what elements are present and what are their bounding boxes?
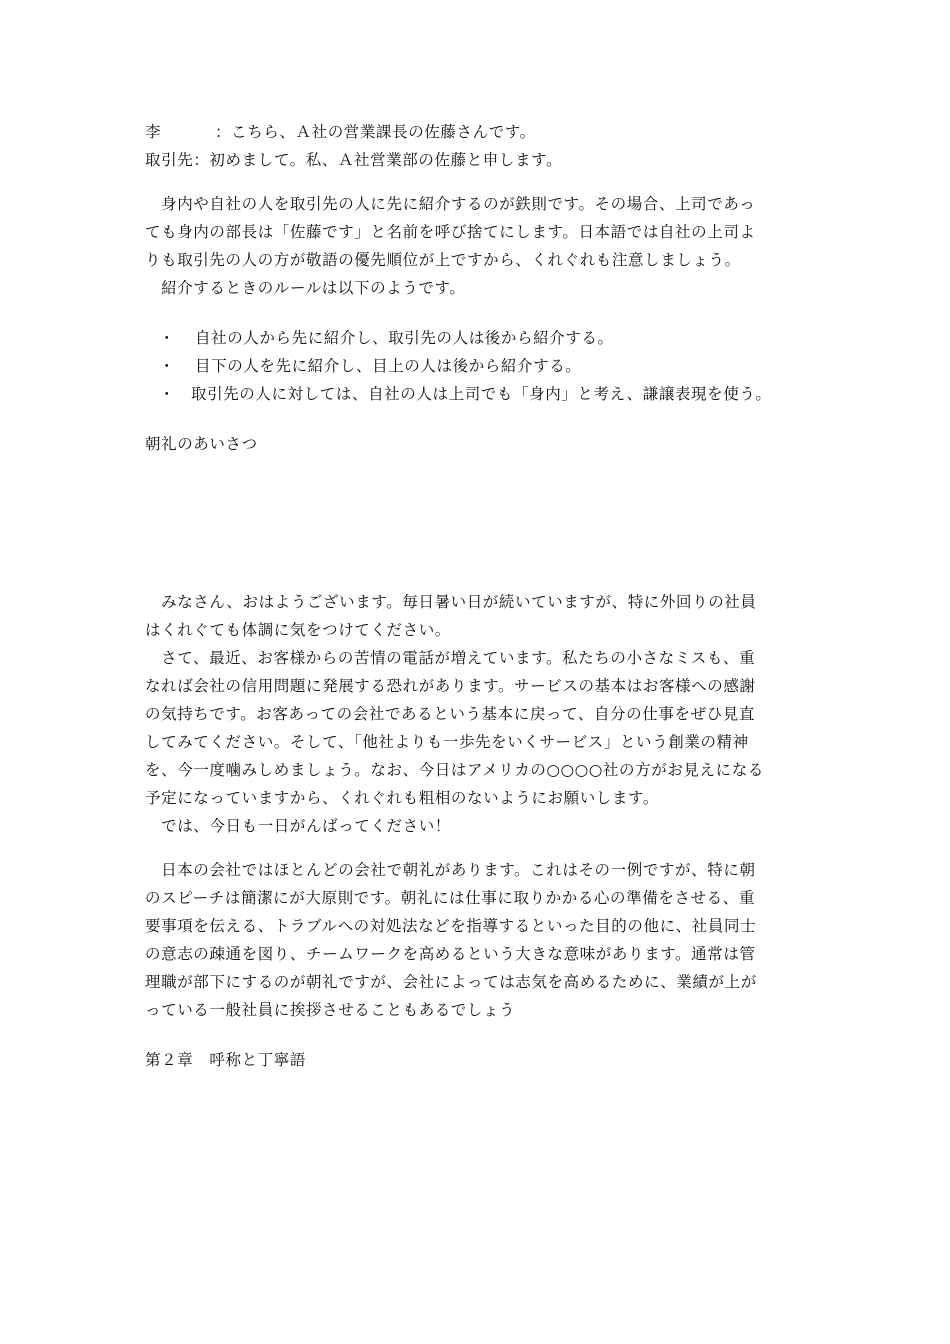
list-item [145, 324, 810, 352]
bullet-icon: ・ [159, 385, 176, 403]
paragraph-line: っている一般社員に挨拶させることもあるでしょう [145, 1001, 516, 1019]
list-item [145, 380, 810, 408]
rules-list [145, 324, 810, 408]
chapter-heading: 第２章 呼称と丁寧語 [145, 1051, 307, 1069]
list-item-text: 目下の人を先に紹介し、目上の人は後から紹介する。 [195, 357, 582, 375]
speech-line: の気持ちです。お客あっての会社であるという基本に戻って、自分の仕事をぜひ見直 [145, 705, 755, 723]
dialogue-speaker: 取引先 [145, 151, 194, 169]
speech-line: さて、最近、お客様からの苦情の電話が増えています。私たちの小さなミスも、重 [145, 649, 756, 667]
speech-line: 予定になっていますから、くれぐれも粗相のないようにお願いします。 [145, 789, 659, 807]
section-heading: 朝礼のあいさつ [145, 435, 258, 453]
dialogue-line [145, 118, 810, 146]
paragraph-line: りも取引先の人の方が敬語の優先順位が上ですから、くれぐれも注意しましょう。 [145, 251, 741, 269]
list-item [145, 352, 810, 380]
list-item-text: 自社の人から先に紹介し、取引先の人は後から紹介する。 [195, 329, 614, 347]
paragraph-line: のスピーチは簡潔にが大原則です。朝礼には仕事に取りかかる心の準備をさせる、重 [145, 889, 755, 907]
paragraph-line: 紹介するときのルールは以下のようです。 [145, 279, 466, 297]
bullet-icon: ・ [159, 357, 176, 375]
speech-line: はくれぐても体調に気をつけてください。 [145, 621, 451, 639]
speech-line: してみてください。そして、「他社よりも一歩先をいくサービス」という創業の精神 [145, 733, 749, 751]
dialogue-text: ：こちら、Ａ社の営業課長の佐藤さんです。 [215, 123, 536, 141]
list-item-text: 取引先の人に対しては、自社の人は上司でも「身内」と考え、謙譲表現を使う。 [191, 385, 772, 403]
paragraph-line: 身内や自社の人を取引先の人に先に紹介するのが鉄則です。その場合、上司であっ [145, 195, 756, 213]
dialogue-text: ：初めまして。私、Ａ社営業部の佐藤と申します。 [193, 151, 563, 169]
speech-line: なれば会社の信用問題に発展する恐れがあります。サービスの基本はお客様への感謝 [145, 677, 756, 695]
paragraph-line: の意志の疎通を図り、チームワークを高めるという大きな意味があります。通常は管 [145, 945, 756, 963]
bullet-icon: ・ [159, 329, 176, 347]
paragraph-introduction [145, 190, 810, 302]
paragraph-line: 日本の会社ではほとんどの会社で朝礼があります。これはその一例ですが、特に朝 [145, 861, 756, 879]
dialogue-speaker: 李 [145, 123, 162, 141]
paragraph-line: 理職が部下にするのが朝礼ですが、会社によっては志気を高めるために、業績が上が [145, 973, 757, 991]
morning-speech [145, 588, 810, 840]
paragraph-explanation [145, 856, 810, 1024]
paragraph-line: ても身内の部長は「佐藤です」と名前を呼び捨てにします。日本語では自社の上司よ [145, 223, 756, 241]
speech-line: みなさん、おはようございます。毎日暑い日が続いていますが、特に外回りの社員 [145, 593, 757, 611]
speech-line: を、今一度噛みしめましょう。なお、今日はアメリカの○○○○社の方がお見えになる [145, 761, 764, 779]
paragraph-line: 要事項を伝える、トラブルへの対処法などを指導するといった目的の他に、社員同士 [145, 917, 757, 935]
speech-line: では、今日も一日がんばってください！ [145, 817, 451, 835]
dialogue-line [145, 146, 810, 174]
document-page [145, 118, 810, 1074]
